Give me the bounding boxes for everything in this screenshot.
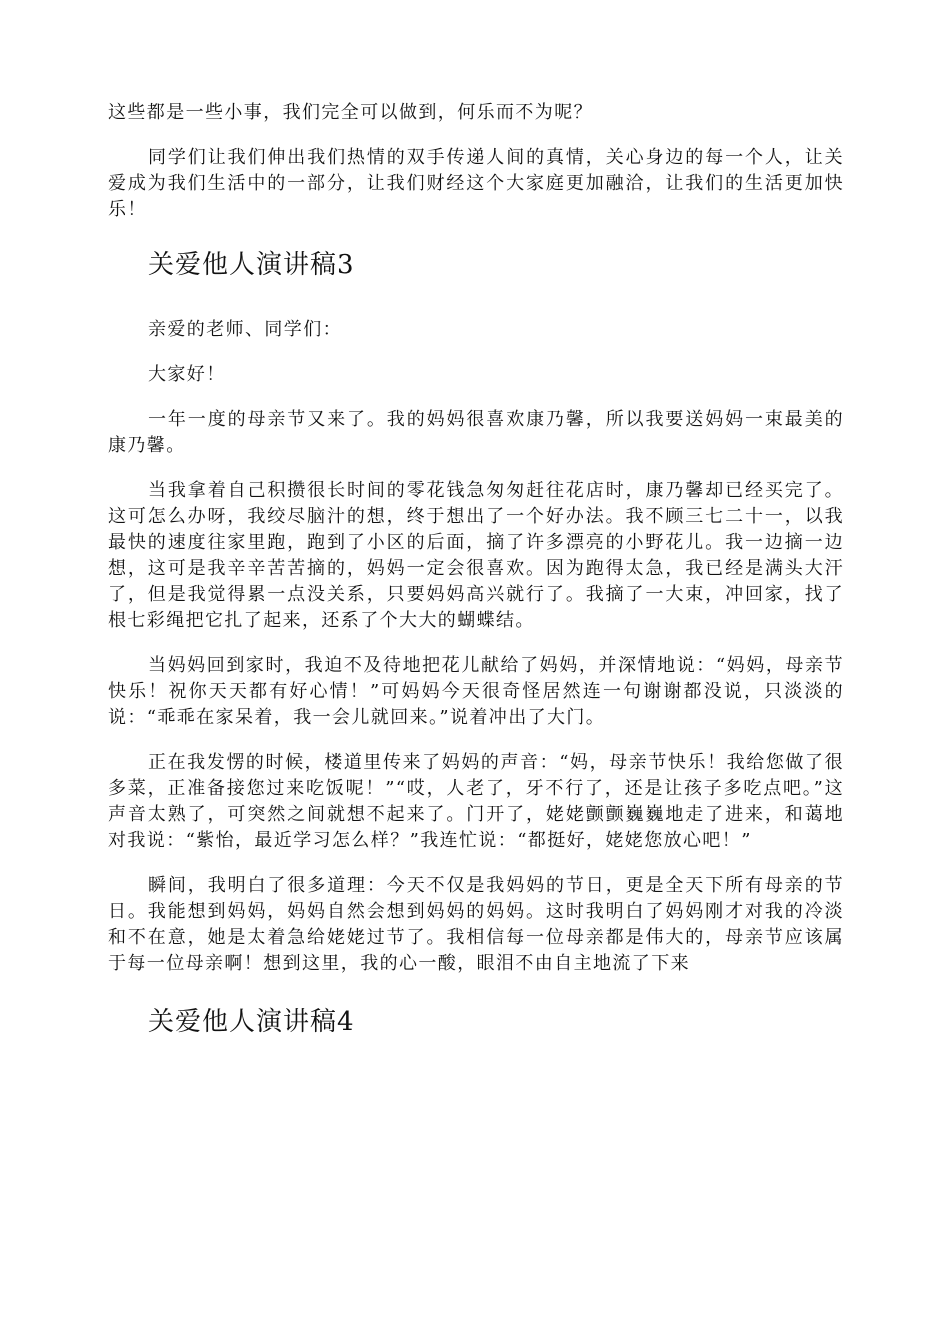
salutation: 亲爱的老师、同学们：	[148, 319, 342, 340]
paragraph: 一年一度的母亲节又来了。我的妈妈很喜欢康乃馨，所以我要送妈妈一束最美的康乃馨。	[108, 409, 844, 456]
paragraph: 当妈妈回到家时，我迫不及待地把花儿献给了妈妈，并深情地说：“妈妈，母亲节快乐！祝你天天都有好心情！”可妈妈今天很奇怪居然连一句谢谢都没说，只淡淡的说：“乖乖在家呆着，我一会儿就回来。”说着冲出了大门。	[108, 655, 844, 728]
section-heading: 关爱他人演讲稿4	[148, 1007, 355, 1037]
paragraph: 同学们让我们伸出我们热情的双手传递人间的真情，关心身边的每一个人，让关爱成为我们生活中的一部分，让我们财经这个大家庭更加融洽，让我们的生活更加快乐！	[108, 147, 844, 220]
document-page	[108, 100, 844, 1039]
greeting: 大家好！	[148, 364, 226, 385]
paragraph: 这些都是一些小事，我们完全可以做到，何乐而不为呢？	[108, 102, 593, 123]
paragraph: 当我拿着自己积攒很长时间的零花钱急匆匆赶往花店时，康乃馨却已经买完了。这可怎么办呀，我绞尽脑汁的想，终于想出了一个好办法。我不顾三七二十一，以我最快的速度往家里跑，跑到了小区的后面，摘了许多漂亮的小野花儿。我一边摘一边想，这可是我辛辛苦苦摘的，妈妈一定会很喜欢。因为跑得太急，我已经是满头大汗了，但是我觉得累一点没关系，只要妈妈高兴就行了。我摘了一大束，冲回家，找了根七彩绳把它扎了起来，还系了个大大的蝴蝶结。	[108, 480, 844, 631]
paragraph: 瞬间，我明白了很多道理：今天不仅是我妈妈的节日，更是全天下所有母亲的节日。我能想到妈妈，妈妈自然会想到妈妈的妈妈。这时我明白了妈妈刚才对我的冷淡和不在意，她是太着急给姥姥过节了。我相信每一位母亲都是伟大的，母亲节应该属于每一位母亲啊！想到这里，我的心一酸，眼泪不由自主地流了下来	[108, 875, 844, 974]
section-heading: 关爱他人演讲稿3	[148, 250, 355, 280]
paragraph: 正在我发愣的时候，楼道里传来了妈妈的声音：“妈，母亲节快乐！我给您做了很多菜，正准备接您过来吃饭呢！”“哎，人老了，牙不行了，还是让孩子多吃点吧。”这声音太熟了，可突然之间就想不起来了。门开了，姥姥颤颤巍巍地走了进来，和蔼地对我说：“紫怡，最近学习怎么样？”我连忙说：“都挺好，姥姥您放心吧！”	[108, 752, 844, 851]
